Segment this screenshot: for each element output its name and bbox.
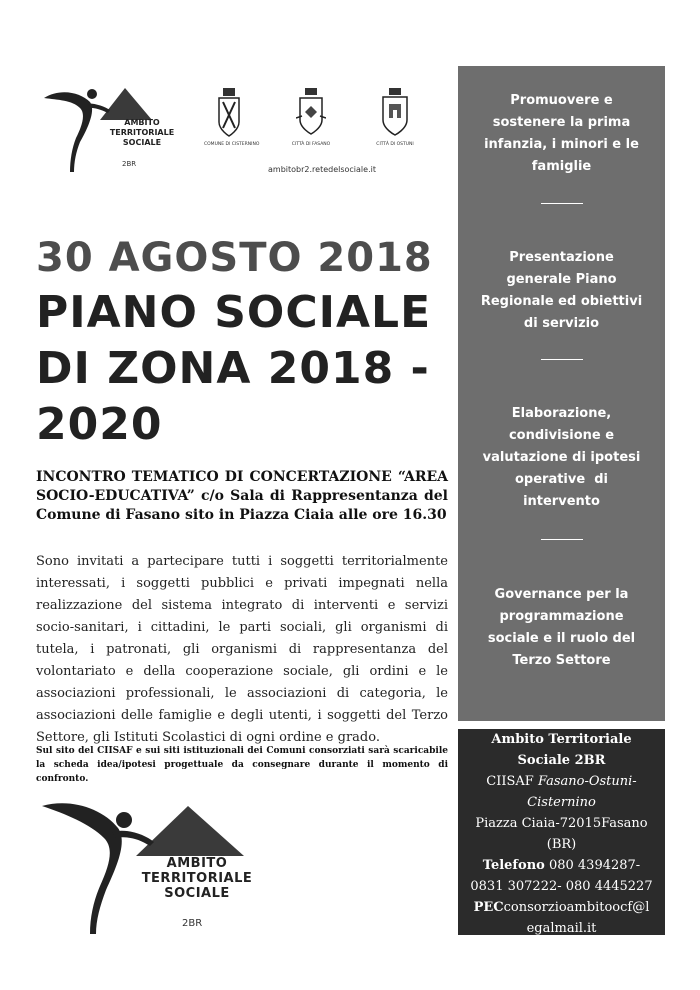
crest-label-cisternino: COMUNE DI CISTERNINO (204, 142, 260, 147)
cisternino-crest-icon (217, 88, 241, 138)
topic-1-line: famiglie (531, 159, 592, 174)
footer-logo-line-2: TERRITORIALE (141, 871, 253, 886)
topic-2-line: di servizio (523, 316, 600, 331)
contact-phone-1: 080 4394287- (548, 858, 641, 873)
topic-4-line: programmazione (499, 609, 624, 624)
footer-logo-line-3: SOCIALE (164, 886, 230, 901)
crest-label-ostuni: CITTÀ DI OSTUNI (376, 142, 414, 147)
contact-address-2: (BR) (546, 837, 577, 852)
contact-box (458, 729, 665, 935)
website-text: ambitobr2.retedelsociale.it (268, 165, 376, 174)
topic-3-line: intervento (523, 494, 600, 509)
contact-pec-line (458, 897, 665, 918)
topic-2-line: generale Piano (506, 272, 617, 287)
topic-1-line: sostenere la prima (492, 115, 631, 130)
topic-4 (458, 584, 665, 672)
footer-logo-line-1: AMBITO (166, 856, 228, 871)
topic-separator (541, 203, 583, 204)
footer-logo-code: 2BR (182, 918, 203, 929)
main-title-line-3: 2020 (36, 399, 163, 450)
contact-pec-label: PEC (473, 900, 504, 915)
meeting-subtitle: INCONTRO TEMATICO DI CONCERTAZIONE “AREA SOCIO-EDUCATIVA” c/o Sala di Rappresentanza del Comune di Fasano sito in Piazza Ciaia alle ore 16.30 (36, 469, 448, 523)
ostuni-crest-icon (379, 88, 411, 138)
contact-phone-label: Telefono (482, 858, 545, 873)
contact-towns-1: Fasano-Ostuni- (537, 774, 637, 789)
topic-3-line: operative di (514, 472, 608, 487)
invitation-body: Sono invitati a partecipare tutti i soggetti territorialmente interessati, i soggetti pubblici e privati impegnati nella realizzazione del sistema integrato di interventi e servizi socio-sanitari, i cittadini, le parti sociali, gli organismi di tutela, i patronati, gli organismi di rappresentanza del volontariato e della cooperazione sociale, gli ordini e le associazioni professionali, le associazioni di categoria, le associazioni delle famiglie e degli utenti, i soggetti del Terzo Settore, gli Istituti Scolastici di ogni ordine e grado. (36, 554, 448, 745)
crest-cisternino (204, 88, 260, 147)
event-date-title: 30 AGOSTO 2018 (36, 235, 433, 281)
main-title-line-2: DI ZONA 2018 - (36, 343, 430, 394)
logo-line-1: AMBITO (124, 118, 160, 127)
topic-1-line: Promuovere e (510, 93, 613, 108)
topic-4-line: Governance per la (494, 587, 629, 602)
main-title (36, 285, 456, 453)
contact-phone-line (458, 855, 665, 876)
crest-ostuni (370, 88, 420, 147)
topic-3 (458, 403, 665, 513)
contact-phone-2: 0831 307222- 080 4445227 (470, 879, 653, 894)
download-note: Sul sito del CIISAF e sui siti istituzionali dei Comuni consorziati sarà scaricabile la scheda idea/ipotesi progettuale da consegnare durante il momento di confronto. (36, 746, 448, 784)
main-title-line-1: PIANO SOCIALE (36, 287, 432, 338)
topic-separator (541, 539, 583, 540)
topic-2-line: Regionale ed obiettivi (480, 294, 643, 309)
ambito-logo-bottom (40, 798, 260, 938)
fasano-crest-icon (296, 88, 326, 138)
contact-org-line-2: Sociale 2BR (517, 753, 606, 768)
topic-4-line: sociale e il ruolo del (487, 631, 636, 646)
contact-ciisaf: CIISAF (486, 774, 534, 789)
topic-3-line: valutazione di ipotesi (482, 450, 641, 465)
topic-3-line: condivisione e (508, 428, 615, 443)
contact-pec-2[interactable]: egalmail.it (526, 921, 597, 936)
logo-line-2: TERRITORIALE (109, 128, 175, 137)
crest-label-fasano: CITTÀ DI FASANO (291, 142, 331, 147)
topic-separator (541, 359, 583, 360)
topics-sidebar (458, 66, 665, 721)
crest-fasano (286, 88, 336, 147)
topic-1-line: infanzia, i minori e le (484, 137, 639, 152)
ambito-logo-top (40, 80, 190, 175)
contact-org-line-1: Ambito Territoriale (491, 732, 632, 747)
contact-pec-1[interactable]: consorzioambitoocf@l (503, 900, 650, 915)
topic-2-line: Presentazione (509, 250, 614, 265)
topic-2 (458, 247, 665, 335)
contact-address-1: Piazza Ciaia-72015Fasano (475, 816, 648, 831)
logo-line-3: SOCIALE (122, 138, 162, 147)
topic-3-line: Elaborazione, (511, 406, 612, 421)
logo-code: 2BR (122, 160, 137, 168)
topic-4-line: Terzo Settore (512, 653, 611, 668)
contact-towns-2: Cisternino (527, 795, 596, 810)
topic-1 (458, 90, 665, 178)
contact-ciisaf-line (458, 771, 665, 792)
